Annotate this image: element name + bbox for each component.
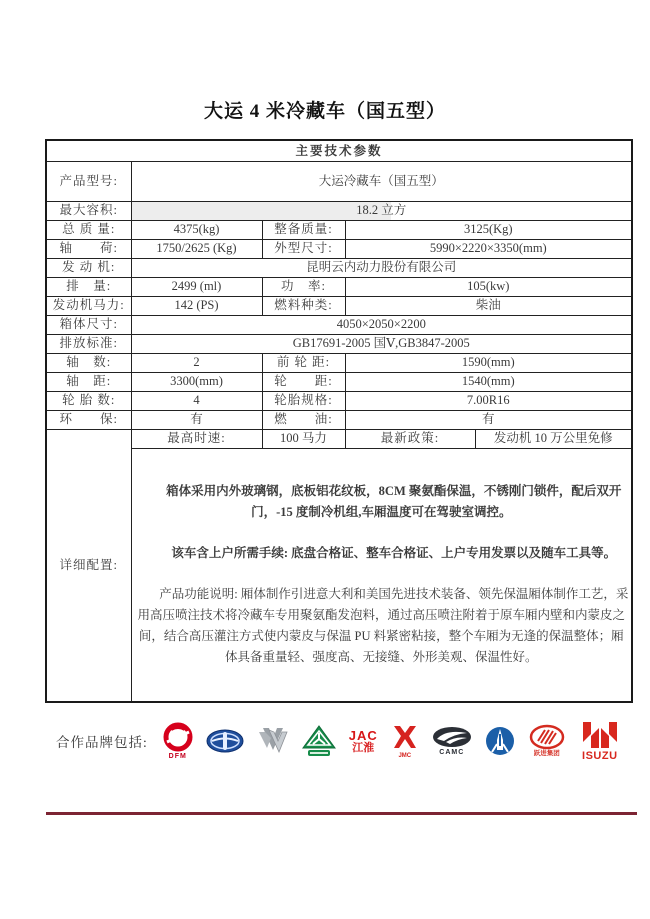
dongfeng-logo-icon	[163, 722, 193, 760]
isuzu-caption: ISUZU	[582, 750, 618, 762]
isuzu-shape-icon	[579, 720, 621, 750]
label-dimensions: 外型尺寸:	[262, 239, 345, 258]
value-axle-load: 1750/2625 (Kg)	[131, 239, 262, 258]
dongfeng-caption: DFM	[168, 753, 187, 760]
highlight-band	[132, 202, 392, 220]
table-row	[46, 161, 632, 201]
label-tire-spec: 轮胎规格:	[262, 391, 345, 410]
jmc-shape-icon	[391, 724, 419, 752]
value-engine: 昆明云内动力股份有限公司	[131, 258, 632, 277]
label-displacement: 排 量:	[46, 277, 131, 296]
table-row	[46, 353, 632, 372]
camc-logo-icon	[432, 726, 472, 756]
label-detail-config: 详细配置:	[46, 429, 131, 702]
detail-description-cell	[131, 448, 632, 702]
value-policy: 发动机 10 万公里免修	[475, 429, 632, 448]
table-row	[46, 220, 632, 239]
table-row	[46, 448, 632, 702]
value-axle-count: 2	[131, 353, 262, 372]
camc-caption: CAMC	[439, 749, 465, 756]
value-displacement: 2499 (ml)	[131, 277, 262, 296]
value-curb-weight: 3125(Kg)	[345, 220, 632, 239]
jmc-caption: JMC	[398, 752, 412, 759]
label-horsepower: 发动机马力:	[46, 296, 131, 315]
blue-rocket-icon	[485, 726, 515, 756]
table-row	[46, 429, 632, 448]
table-row	[46, 296, 632, 315]
label-env: 环 保:	[46, 410, 131, 429]
label-front-track: 前 轮 距:	[262, 353, 345, 372]
footer-divider-line	[46, 812, 637, 815]
value-emission: GB17691-2005 国Ⅴ,GB3847-2005	[131, 334, 632, 353]
label-power: 功 率:	[262, 277, 345, 296]
value-power: 105(kw)	[345, 277, 632, 296]
value-track: 1540(mm)	[345, 372, 632, 391]
camc-oval-icon	[432, 726, 472, 748]
table-row	[46, 372, 632, 391]
label-track: 轮 距:	[262, 372, 345, 391]
partners-label: 合作品牌包括:	[56, 735, 148, 750]
faw-oval-icon	[206, 729, 244, 753]
faw-logo-icon	[206, 729, 244, 753]
table-row	[46, 277, 632, 296]
label-axle-load: 轴 荷:	[46, 239, 131, 258]
label-wheelbase: 轴 距:	[46, 372, 131, 391]
label-fuel-type: 燃料种类:	[262, 296, 345, 315]
label-policy: 最新政策:	[345, 429, 475, 448]
green-triangle-icon	[302, 725, 336, 757]
value-env: 有	[131, 410, 262, 429]
value-fuel-type: 柴油	[345, 296, 632, 315]
label-tire-count: 轮 胎 数:	[46, 391, 131, 410]
label-emission: 排放标准:	[46, 334, 131, 353]
table-row	[46, 334, 632, 353]
label-curb-weight: 整备质量:	[262, 220, 345, 239]
detail-paragraph-2: 该车含上户所需手续: 底盘合格证、整车合格证、上户专用发票以及随车工具等。	[171, 546, 617, 561]
table-row	[46, 410, 632, 429]
value-box-size: 4050×2050×2200	[131, 315, 632, 334]
dongfeng-swirl-icon	[163, 722, 193, 752]
silver-v-logo-icon	[257, 726, 289, 756]
jac-caption-cn: 江淮	[352, 741, 375, 754]
value-dimensions: 5990×2220×3350(mm)	[345, 239, 632, 258]
table-header: 主要技术参数	[46, 140, 632, 161]
jac-logo-icon	[349, 729, 378, 754]
label-product-model: 产品型号:	[46, 161, 131, 201]
table-row	[46, 201, 632, 220]
value-max-volume: 18.2 立方	[131, 201, 632, 220]
silver-v-icon	[257, 726, 289, 756]
partner-brands-row	[56, 712, 636, 770]
label-engine: 发 动 机:	[46, 258, 131, 277]
value-tire-spec: 7.00R16	[345, 391, 632, 410]
detail-paragraph-1: 箱体采用内外玻璃钢，底板铝花纹板，8CM 聚氨酯保温，不锈刚门锁件，配后双开门，-15 度制冷机组,车厢温度可在驾驶室调控。	[166, 484, 622, 520]
yuejin-caption: 跃进集团	[533, 750, 560, 758]
yuejin-circle-icon	[528, 724, 566, 750]
value-top-speed: 100 马力	[262, 429, 345, 448]
value-gross-weight: 4375(kg)	[131, 220, 262, 239]
label-fuel: 燃 油:	[262, 410, 345, 429]
spec-table	[45, 139, 633, 703]
jac-caption: JAC	[348, 727, 378, 743]
yuejin-logo-icon	[528, 724, 566, 758]
green-triangle-logo-icon	[302, 725, 336, 757]
blue-rocket-logo-icon	[485, 726, 515, 756]
value-product-model: 大运冷藏车（国五型）	[131, 161, 632, 201]
table-row	[46, 239, 632, 258]
page-title: 大运 4 米冷藏车（国五型）	[203, 101, 446, 122]
table-header-row	[46, 140, 632, 161]
isuzu-logo-icon	[579, 720, 621, 762]
value-front-track: 1590(mm)	[345, 353, 632, 372]
label-axle-count: 轴 数:	[46, 353, 131, 372]
label-gross-weight: 总 质 量:	[46, 220, 131, 239]
label-top-speed: 最高时速:	[131, 429, 262, 448]
jmc-logo-icon	[391, 724, 419, 759]
value-tire-count: 4	[131, 391, 262, 410]
value-horsepower: 142 (PS)	[131, 296, 262, 315]
label-box-size: 箱体尺寸:	[46, 315, 131, 334]
value-wheelbase: 3300(mm)	[131, 372, 262, 391]
table-row	[46, 315, 632, 334]
value-fuel: 有	[345, 410, 632, 429]
table-row	[46, 258, 632, 277]
table-row	[46, 391, 632, 410]
detail-paragraph-3: 产品功能说明: 厢体制作引进意大利和美国先进技术装备、领先保温厢体制作工艺，采用高压喷注技术将冷藏车专用聚氨酯发泡料，通过高压喷注附着于原车厢内壁和内蒙皮之间，结合高压灌注方式使内蒙皮与保温 PU 料紧密粘接，整个车厢为无逢的保温整体；厢体具备重量轻、强度高、无接缝、外形美观、保温性好。	[137, 587, 629, 665]
label-max-volume: 最大容积:	[46, 201, 131, 220]
